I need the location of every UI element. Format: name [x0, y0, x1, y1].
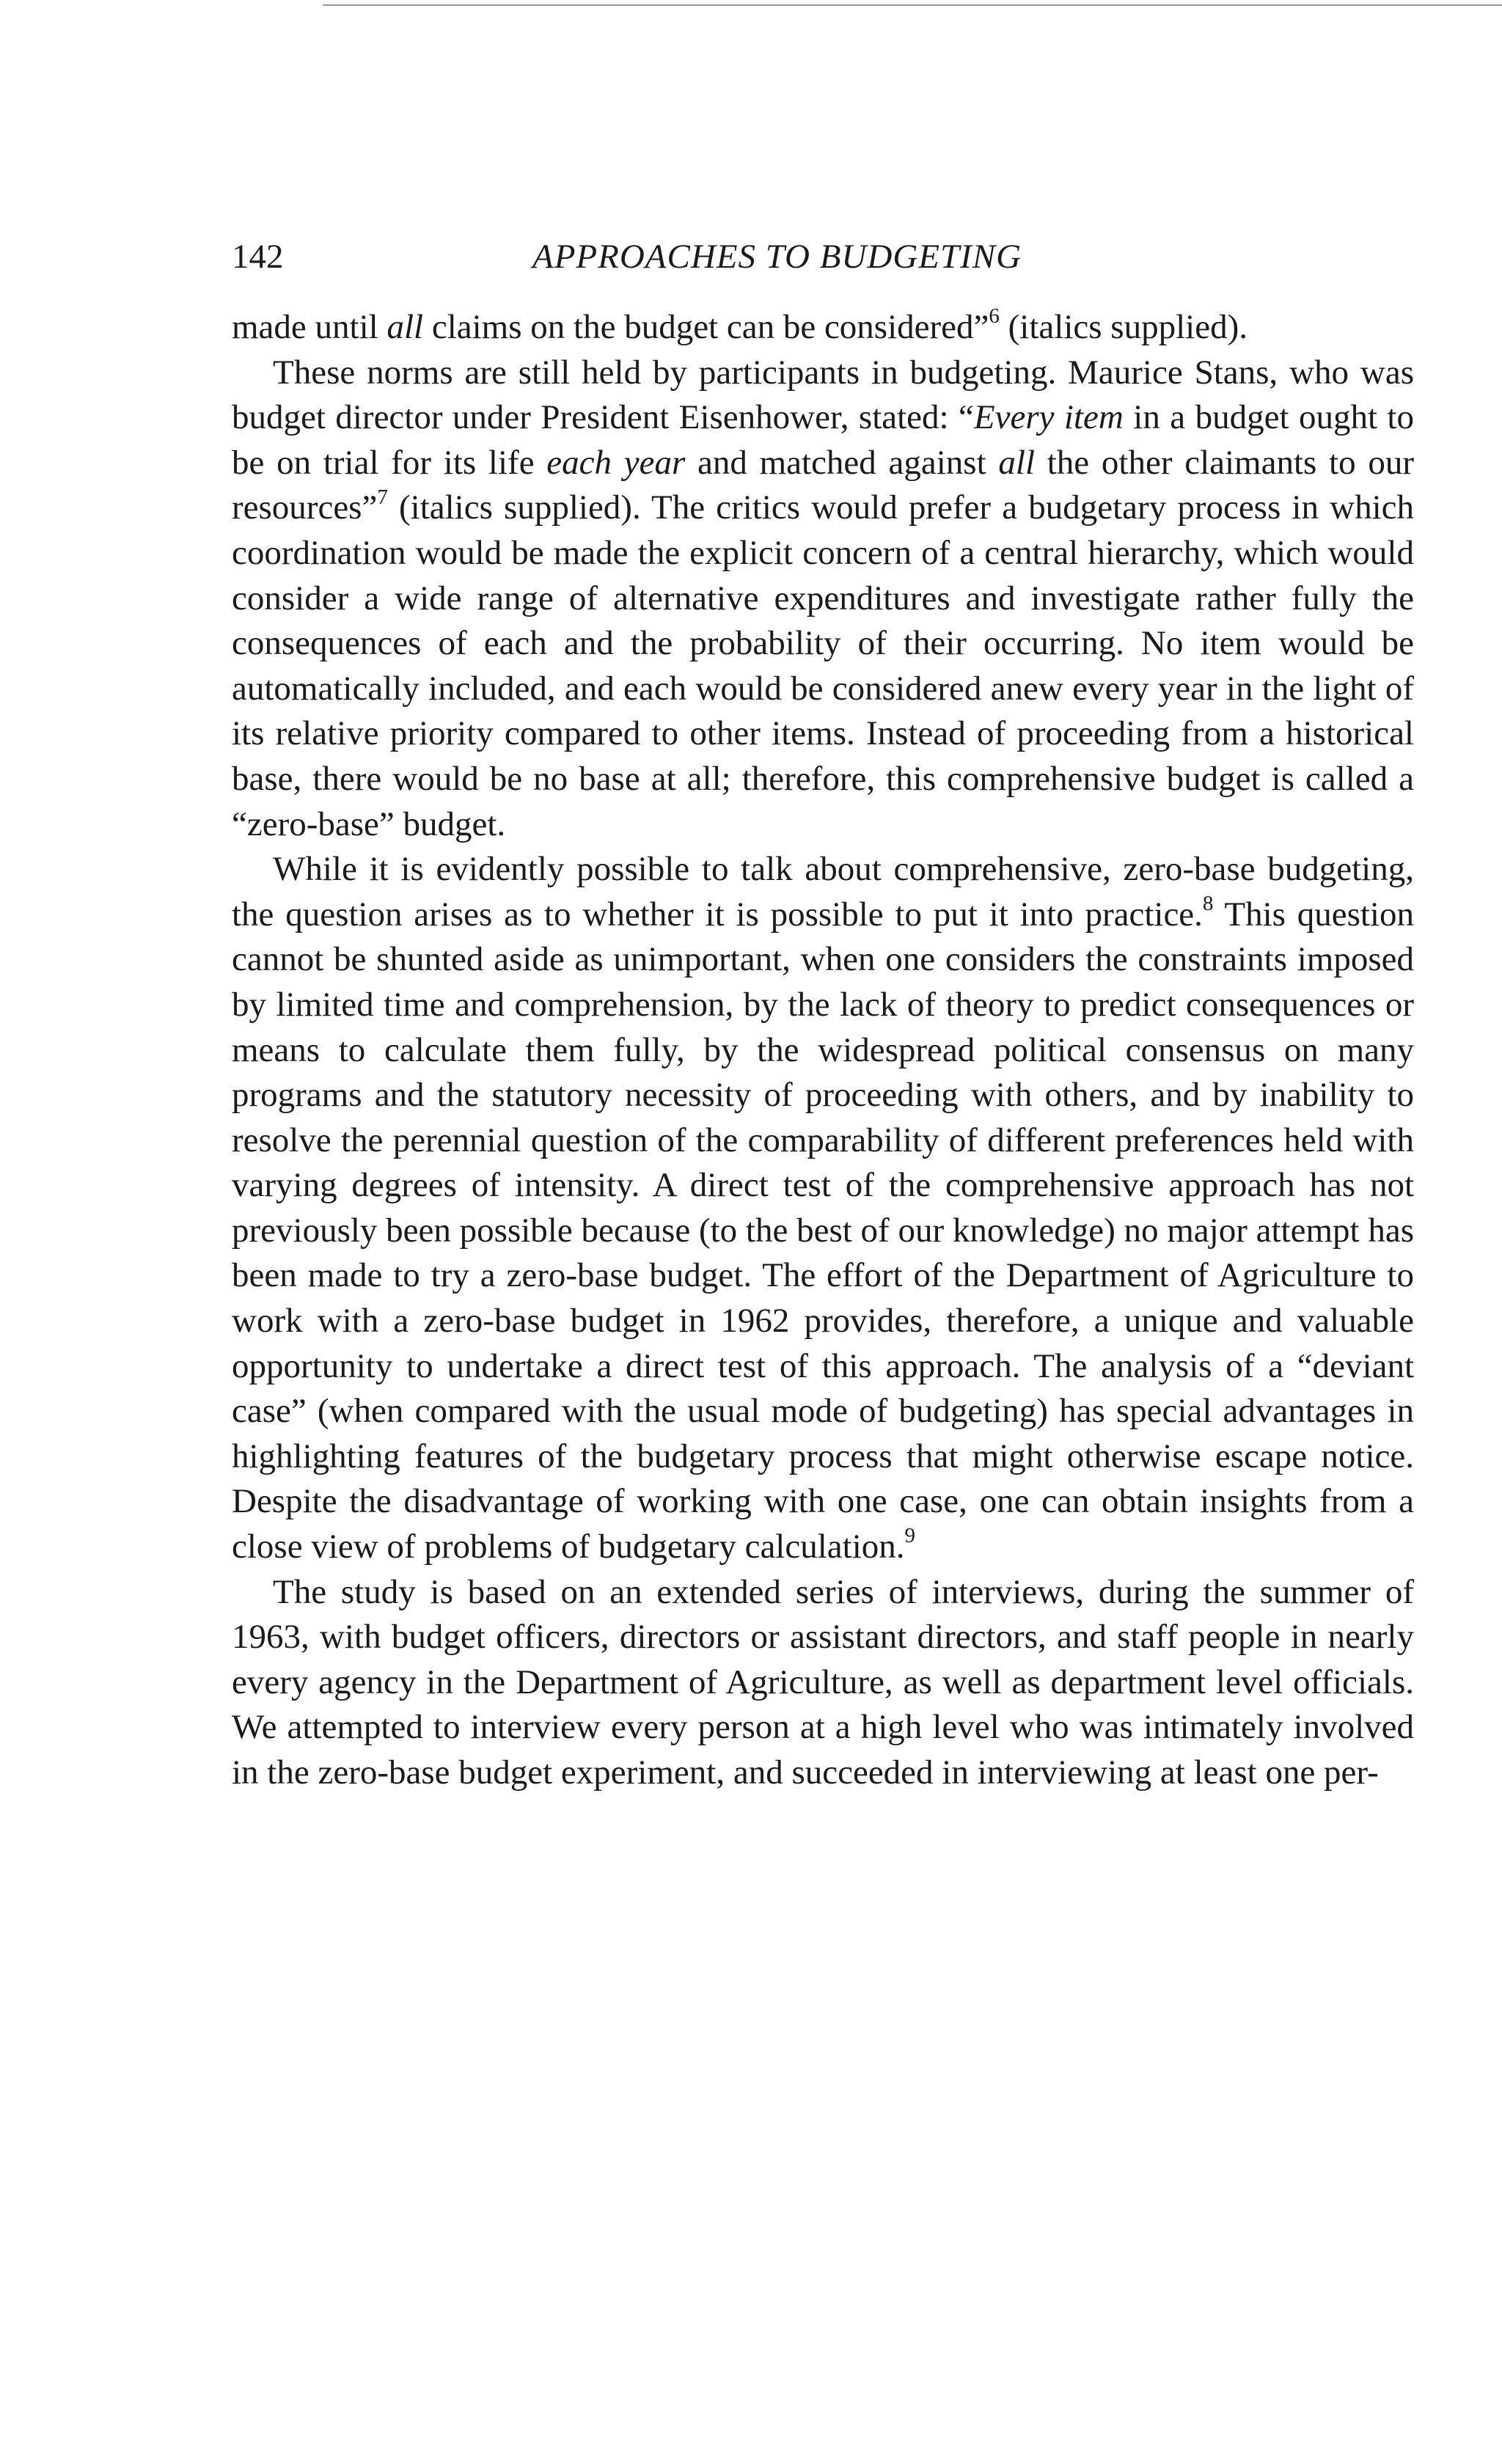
- italic-emphasis: Every item: [973, 398, 1124, 437]
- running-head: [232, 233, 1414, 280]
- text-segment: and matched against: [685, 443, 999, 482]
- footnote-ref-7: 7: [377, 485, 388, 509]
- footnote-ref-6: 6: [989, 304, 1000, 329]
- text-segment: made until: [232, 308, 387, 346]
- text-segment: (italics supplied).: [999, 308, 1248, 346]
- paragraph-4: [232, 1570, 1414, 1796]
- paragraph-2: [232, 351, 1414, 848]
- page-number: 142: [232, 238, 284, 276]
- text-segment: claims on the budget can be considered”: [423, 308, 989, 346]
- paragraph-3: [232, 847, 1414, 1570]
- running-title: APPROACHES TO BUDGETING: [532, 238, 1022, 276]
- body-text: [232, 305, 1414, 1796]
- book-page: [232, 233, 1414, 1796]
- top-edge-rule: [323, 4, 1502, 6]
- text-segment: This question cannot be shunted aside as unimportant, when one considers the constraints imposed by limited time and comprehension, by the lack of theory to predict consequences or means to calculate them fully, by the widespread political consensus on many programs and the statutory necessity of proceeding with others, and by inability to resolve the perennial question of the comparability of different preferences held with varying degrees of intensity. A direct test of the comprehensive approach has not previously been possible because (to the best of our knowledge) no major attempt has been made to try a zero-base budget. The effort of the Department of Agriculture to work with a zero-base budget in 1962 provides, therefore, a unique and valuable opportunity to undertake a direct test of this approach. The analysis of a “deviant case” (when compared with the usual mode of budgeting) has special advantages in highlighting features of the budgetary process that might otherwise escape notice. Despite the disadvantage of working with one case, one can obtain insights from a close view of problems of budgetary calculation.: [232, 895, 1414, 1566]
- text-segment: While it is evidently possible to talk about comprehensive, zero-base budgeting, the question arises as to whether it is possible to put it into practice.: [232, 850, 1414, 934]
- footnote-ref-9: 9: [904, 1524, 916, 1548]
- italic-emphasis: all: [387, 308, 424, 346]
- text-segment: The study is based on an extended series of interviews, during the summer of 1963, with budget officers, directors or assistant directors, and staff people in nearly every agency in the Department of Agriculture, as well as department level officials. We attempted to interview every person at a high level who was intimately involved in the zero-base budget experiment, and succeeded in interviewing at least one per-: [232, 1572, 1414, 1792]
- text-segment: in a budget ought to be on trial for its life: [232, 398, 1414, 482]
- text-segment: (italics supplied). The critics would prefer a budgetary process in which coordination would be made the explicit concern of a central hierarchy, which would consider a wide range of alternative expenditures and investigate rather fully the consequences of each and the probability of their occurring. No item would be automatically included, and each would be considered anew every year in the light of its relative priority compared to other items. Instead of proceeding from a historical base, there would be no base at all; therefore, this comprehensive budget is called a “zero-base” budget.: [232, 488, 1414, 843]
- italic-emphasis: all: [998, 443, 1036, 482]
- text-segment: These norms are still held by participants in budgeting. Maurice Stans, who was budget director under President Eisenhower, stated: “: [232, 353, 1414, 437]
- italic-emphasis: each year: [546, 443, 686, 482]
- paragraph-1: [232, 305, 1414, 351]
- footnote-ref-8: 8: [1202, 892, 1214, 916]
- text-segment: the other claimants to our resources”: [232, 443, 1414, 527]
